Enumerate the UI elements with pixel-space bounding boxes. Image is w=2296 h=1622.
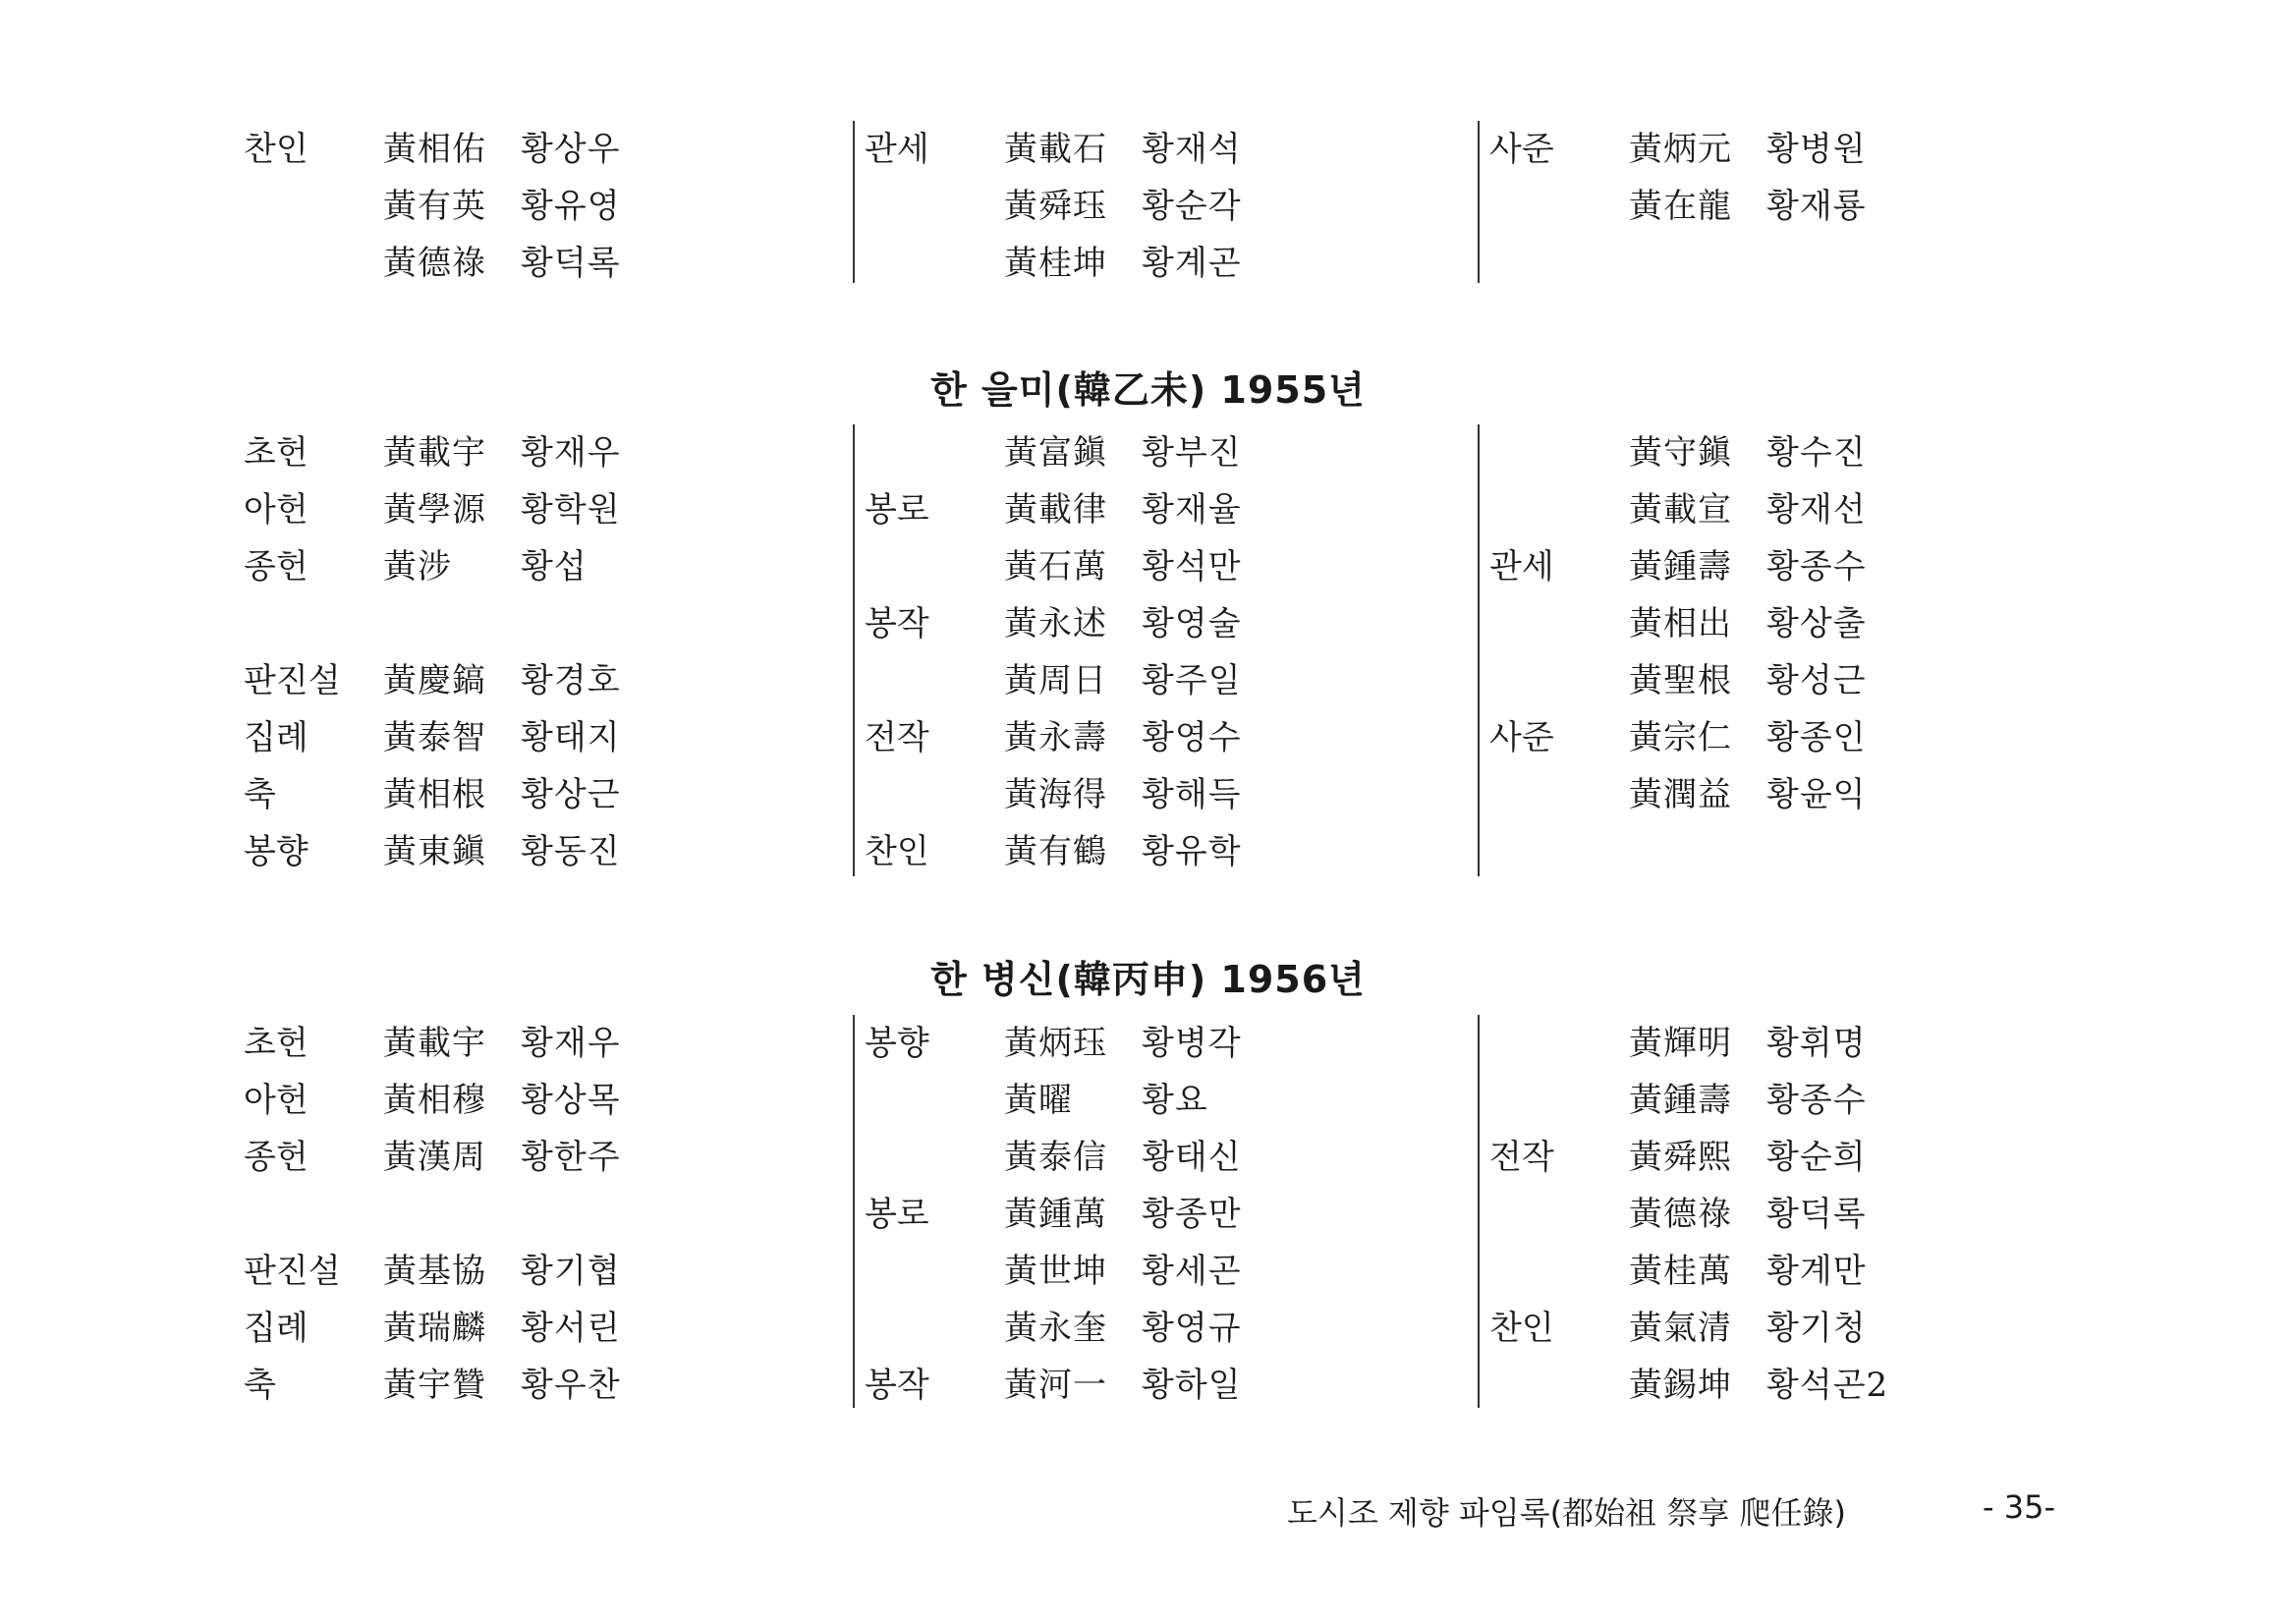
column-divider [1478,121,1480,283]
name-hangul: 황하일 [1142,1366,1242,1405]
name-hanja: 黃基協 [383,1252,486,1291]
name-hanja: 黃河一 [1004,1366,1107,1405]
list-item [244,709,794,766]
name-hanja: 黃曜 [1004,1081,1073,1120]
list-item [244,1072,794,1129]
role-label: 집례 [244,718,308,757]
column-divider [853,424,855,876]
name-hanja: 黃載律 [1004,490,1107,530]
list-item [244,1129,794,1186]
list-item [1489,1243,2040,1300]
section-1956 [0,1015,2296,1418]
list-item [244,424,794,481]
list-item [1489,178,2040,235]
list-item [1489,1357,2040,1414]
list-item [1489,538,2040,595]
name-hangul: 황주일 [1142,661,1242,700]
role-label: 봉작 [865,1366,929,1405]
name-hangul: 황요 [1142,1081,1208,1120]
list-item [865,766,1415,823]
name-hanja: 黃相穆 [383,1081,486,1120]
column-divider [853,121,855,283]
role-label: 찬인 [865,832,929,871]
name-hangul: 황재석 [1142,130,1242,169]
name-hangul: 황병원 [1766,130,1867,169]
name-hanja: 黃瑞麟 [383,1309,486,1348]
name-hanja: 黃鍾萬 [1004,1195,1107,1234]
name-hangul: 황경호 [521,661,621,700]
name-hanja: 黃相佑 [383,130,486,169]
list-item [244,595,794,652]
name-hangul: 황섭 [521,547,588,587]
name-hangul: 황종인 [1766,718,1867,757]
name-hangul: 황동진 [521,832,621,871]
list-item [1489,766,2040,823]
name-hangul: 황재율 [1142,490,1242,530]
column-3 [1489,121,2040,235]
name-hanja: 黃舜珏 [1004,187,1107,226]
list-item [244,823,794,880]
role-label: 찬인 [244,130,308,169]
name-hangul: 황계만 [1766,1252,1867,1291]
name-hanja: 黃有英 [383,187,486,226]
list-item [1489,1186,2040,1243]
list-item [865,1015,1415,1072]
name-hangul: 황부진 [1142,433,1242,473]
name-hanja: 黃守鎭 [1629,433,1732,473]
role-label: 봉로 [865,1195,929,1234]
role-label: 축 [244,775,276,814]
list-item [1489,1015,2040,1072]
name-hanja: 黃舜熙 [1629,1138,1732,1177]
role-label: 초헌 [244,433,308,473]
name-hanja: 黃永奎 [1004,1309,1107,1348]
column-1 [244,1015,794,1414]
list-item [865,424,1415,481]
name-hanja: 黃炳珏 [1004,1024,1107,1063]
name-hangul: 황상출 [1766,604,1867,643]
name-hanja: 黃聖根 [1629,661,1732,700]
column-3 [1489,424,2040,823]
column-2 [865,424,1415,880]
column-3 [1489,1015,2040,1414]
role-label: 축 [244,1366,276,1405]
name-hangul: 황병각 [1142,1024,1242,1063]
name-hanja: 黃世坤 [1004,1252,1107,1291]
name-hanja: 黃學源 [383,490,486,530]
section-continuation [0,121,2296,298]
list-item [244,1015,794,1072]
list-item [865,595,1415,652]
list-item [1489,1129,2040,1186]
section-1955 [0,424,2296,886]
name-hanja: 黃涉 [383,547,452,587]
list-item [244,178,794,235]
list-item [865,121,1415,178]
role-label: 판진설 [244,1252,341,1291]
page-number: - 35- [1983,1488,2055,1526]
name-hanja: 黃宇贊 [383,1366,486,1405]
list-item [244,1357,794,1414]
name-hanja: 黃輝明 [1629,1024,1732,1063]
column-2 [865,121,1415,292]
role-label: 아헌 [244,490,308,530]
name-hangul: 황기청 [1766,1309,1867,1348]
name-hanja: 黃宗仁 [1629,718,1732,757]
name-hanja: 黃相出 [1629,604,1732,643]
list-item [865,538,1415,595]
name-hanja: 黃周日 [1004,661,1107,700]
name-hangul: 황영규 [1142,1309,1242,1348]
name-hangul: 황성근 [1766,661,1867,700]
section-heading: 한 병신(韓丙申) 1956년 [930,958,1366,1001]
name-hangul: 황재우 [521,1024,621,1063]
role-label: 집례 [244,1309,308,1348]
list-item [1489,1300,2040,1357]
name-hangul: 황우찬 [521,1366,621,1405]
name-hangul: 황상우 [521,130,621,169]
list-item [865,1129,1415,1186]
name-hanja: 黃桂坤 [1004,244,1107,283]
name-hangul: 황한주 [521,1138,621,1177]
name-hangul: 황순희 [1766,1138,1867,1177]
role-label: 전작 [1489,1138,1554,1177]
name-hanja: 黃桂萬 [1629,1252,1732,1291]
role-label: 봉작 [865,604,929,643]
name-hangul: 황휘명 [1766,1024,1867,1063]
name-hangul: 황종만 [1142,1195,1242,1234]
name-hangul: 황영술 [1142,604,1242,643]
name-hangul: 황영수 [1142,718,1242,757]
name-hanja: 黃相根 [383,775,486,814]
role-label: 판진설 [244,661,341,700]
name-hangul: 황유학 [1142,832,1242,871]
name-hangul: 황태신 [1142,1138,1242,1177]
name-hanja: 黃載石 [1004,130,1107,169]
name-hangul: 황종수 [1766,1081,1867,1120]
list-item [1489,1072,2040,1129]
role-label: 봉로 [865,490,929,530]
list-item [244,235,794,292]
list-item [244,1300,794,1357]
list-item [865,1357,1415,1414]
name-hanja: 黃載宇 [383,1024,486,1063]
name-hangul: 황석만 [1142,547,1242,587]
list-item [865,178,1415,235]
list-item [865,709,1415,766]
name-hangul: 황해득 [1142,775,1242,814]
name-hanja: 黃鍾壽 [1629,547,1732,587]
list-item [865,1300,1415,1357]
name-hangul: 황계곤 [1142,244,1242,283]
role-label: 종헌 [244,547,308,587]
name-hangul: 황유영 [521,187,621,226]
list-item [865,481,1415,538]
name-hanja: 黃炳元 [1629,130,1732,169]
name-hanja: 黃有鶴 [1004,832,1107,871]
section-heading: 한 을미(韓乙未) 1955년 [930,368,1366,412]
name-hangul: 황윤익 [1766,775,1867,814]
list-item [865,652,1415,709]
list-item [865,1072,1415,1129]
column-2 [865,1015,1415,1414]
name-hanja: 黃富鎭 [1004,433,1107,473]
name-hanja: 黃載宣 [1629,490,1732,530]
name-hanja: 黃石萬 [1004,547,1107,587]
name-hanja: 黃永述 [1004,604,1107,643]
list-item [244,538,794,595]
list-item [1489,709,2040,766]
name-hangul: 황상근 [521,775,621,814]
role-label: 사준 [1489,718,1554,757]
column-1 [244,424,794,880]
role-label: 관세 [1489,547,1554,587]
role-label: 관세 [865,130,929,169]
list-item [244,121,794,178]
name-hanja: 黃永壽 [1004,718,1107,757]
name-hangul: 황석곤2 [1766,1366,1889,1405]
name-hangul: 황기협 [521,1252,621,1291]
name-hanja: 黃海得 [1004,775,1107,814]
role-label: 전작 [865,718,929,757]
role-label: 봉향 [244,832,308,871]
column-1 [244,121,794,292]
name-hanja: 黃錫坤 [1629,1366,1732,1405]
list-item [244,1243,794,1300]
name-hanja: 黃泰信 [1004,1138,1107,1177]
role-label: 봉향 [865,1024,929,1063]
list-item [1489,595,2040,652]
name-hanja: 黃氣清 [1629,1309,1732,1348]
name-hangul: 황수진 [1766,433,1867,473]
name-hangul: 황종수 [1766,547,1867,587]
list-item [1489,424,2040,481]
name-hangul: 황재선 [1766,490,1867,530]
name-hanja: 黃漢周 [383,1138,486,1177]
name-hanja: 黃慶鎬 [383,661,486,700]
list-item [244,481,794,538]
list-item [865,823,1415,880]
name-hanja: 黃載宇 [383,433,486,473]
name-hanja: 黃泰智 [383,718,486,757]
name-hangul: 황세곤 [1142,1252,1242,1291]
name-hanja: 黃德祿 [1629,1195,1732,1234]
role-label: 초헌 [244,1024,308,1063]
footer-title: 도시조 제향 파임록(都始祖 祭享 爬任錄) [1287,1494,1846,1532]
name-hangul: 황재룡 [1766,187,1867,226]
name-hangul: 황학원 [521,490,621,530]
name-hanja: 黃潤益 [1629,775,1732,814]
role-label: 아헌 [244,1081,308,1120]
name-hangul: 황순각 [1142,187,1242,226]
name-hanja: 黃鍾壽 [1629,1081,1732,1120]
name-hangul: 황상목 [521,1081,621,1120]
list-item [1489,652,2040,709]
list-item [865,1243,1415,1300]
role-label: 사준 [1489,130,1554,169]
name-hanja: 黃在龍 [1629,187,1732,226]
column-divider [1478,424,1480,876]
list-item [244,652,794,709]
name-hangul: 황태지 [521,718,621,757]
name-hanja: 黃東鎭 [383,832,486,871]
list-item [1489,481,2040,538]
list-item [244,766,794,823]
column-divider [1478,1015,1480,1408]
name-hangul: 황재우 [521,433,621,473]
name-hangul: 황덕록 [1766,1195,1867,1234]
list-item [1489,121,2040,178]
list-item [244,1186,794,1243]
name-hangul: 황덕록 [521,244,621,283]
list-item [865,1186,1415,1243]
name-hangul: 황서린 [521,1309,621,1348]
role-label: 종헌 [244,1138,308,1177]
name-hanja: 黃德祿 [383,244,486,283]
list-item [865,235,1415,292]
role-label: 찬인 [1489,1309,1554,1348]
column-divider [853,1015,855,1408]
